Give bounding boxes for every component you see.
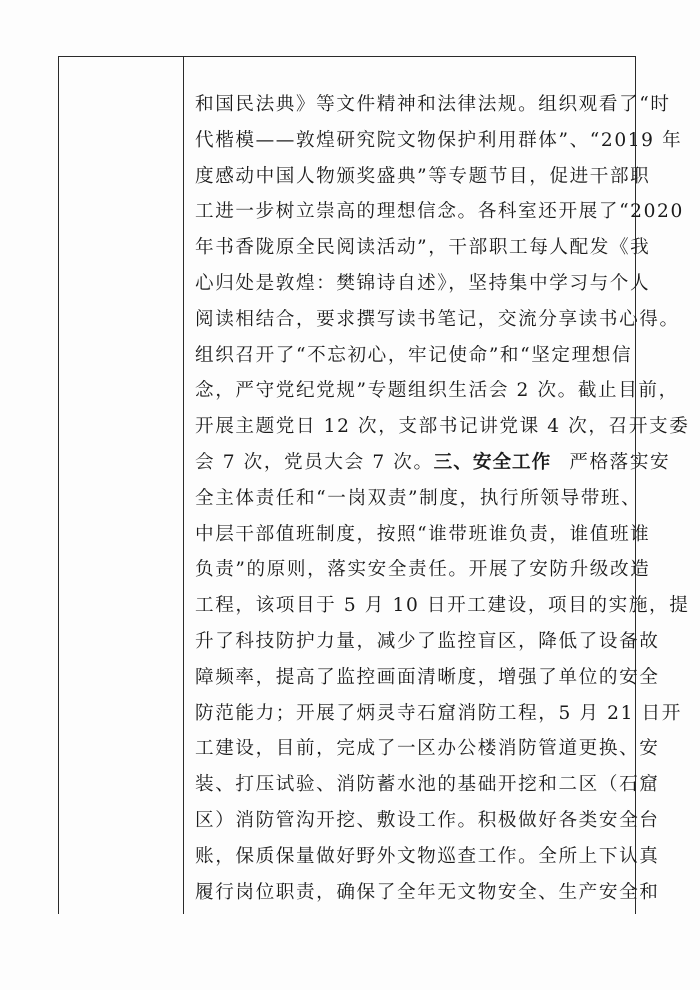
- text-line-with-heading: [195, 445, 671, 481]
- column-divider: [183, 57, 184, 914]
- text-line: 中层干部值班制度，按照“谁带班谁负责，谁值班谁: [195, 523, 651, 545]
- text-fragment: 严格落实安: [569, 451, 671, 473]
- text-line: 装、打压试验、消防蓄水池的基础开挖和二区（石窟: [195, 774, 660, 796]
- text-line: 念，严守党纪党规”专题组织生活会 2 次。截止目前，: [195, 380, 679, 402]
- text-line: 升了科技防护力量，减少了监控盲区，降低了设备故: [195, 630, 660, 652]
- text-line: 账，保质保量做好野外文物巡查工作。全所上下认真: [195, 845, 660, 867]
- text-line: 年书香陇原全民阅读活动”，干部职工每人配发《我: [195, 237, 651, 259]
- report-table: [58, 56, 690, 914]
- content-cell: [195, 87, 690, 910]
- text-line: 组织召开了“不忘初心，牢记使命”和“坚定理想信: [195, 344, 633, 366]
- text-line: 心归处是敦煌：樊锦诗自述》，坚持集中学习与个人: [195, 272, 651, 294]
- text-line: 工建设，目前，完成了一区办公楼消防管道更换、安: [195, 738, 660, 760]
- text-line: 度感动中国人物颁奖盛典”等专题节目，促进干部职: [195, 165, 651, 187]
- text-line: 工进一步树立崇高的理想信念。各科室还开展了“2020: [195, 201, 684, 223]
- text-line: 全主体责任和“一岗双责”制度，执行所领导带班、: [195, 487, 642, 509]
- text-line: 区）消防管沟开挖、敷设工作。积极做好各类安全台: [195, 809, 660, 831]
- section-heading-safety: 三、安全工作: [433, 451, 552, 473]
- text-line: 代楷模——敦煌研究院文物保护利用群体”、“2019 年: [195, 129, 683, 151]
- text-line: 工程，该项目于 5 月 10 日开工建设，项目的实施，提: [195, 595, 690, 617]
- text-line: 和国民法典》等文件精神和法律法规。组织观看了“时: [195, 94, 671, 115]
- text-line: 履行岗位职责，确保了全年无文物安全、生产安全和: [195, 881, 660, 903]
- text-line: 防范能力；开展了炳灵寺石窟消防工程，5 月 21 日开: [195, 702, 682, 724]
- text-line: 开展主题党日 12 次，支部书记讲党课 4 次，召开支委: [195, 416, 690, 438]
- text-fragment: 会 7 次，党员大会 7 次。: [195, 451, 434, 473]
- text-line: 障频率，提高了监控画面清晰度，增强了单位的安全: [195, 666, 660, 688]
- text-line: 阅读相结合，要求撰写读书笔记，交流分享读书心得。: [195, 308, 680, 330]
- label-column-cell: [59, 57, 183, 914]
- text-line: 负责”的原则，落实安全责任。开展了安防升级改造: [195, 559, 651, 581]
